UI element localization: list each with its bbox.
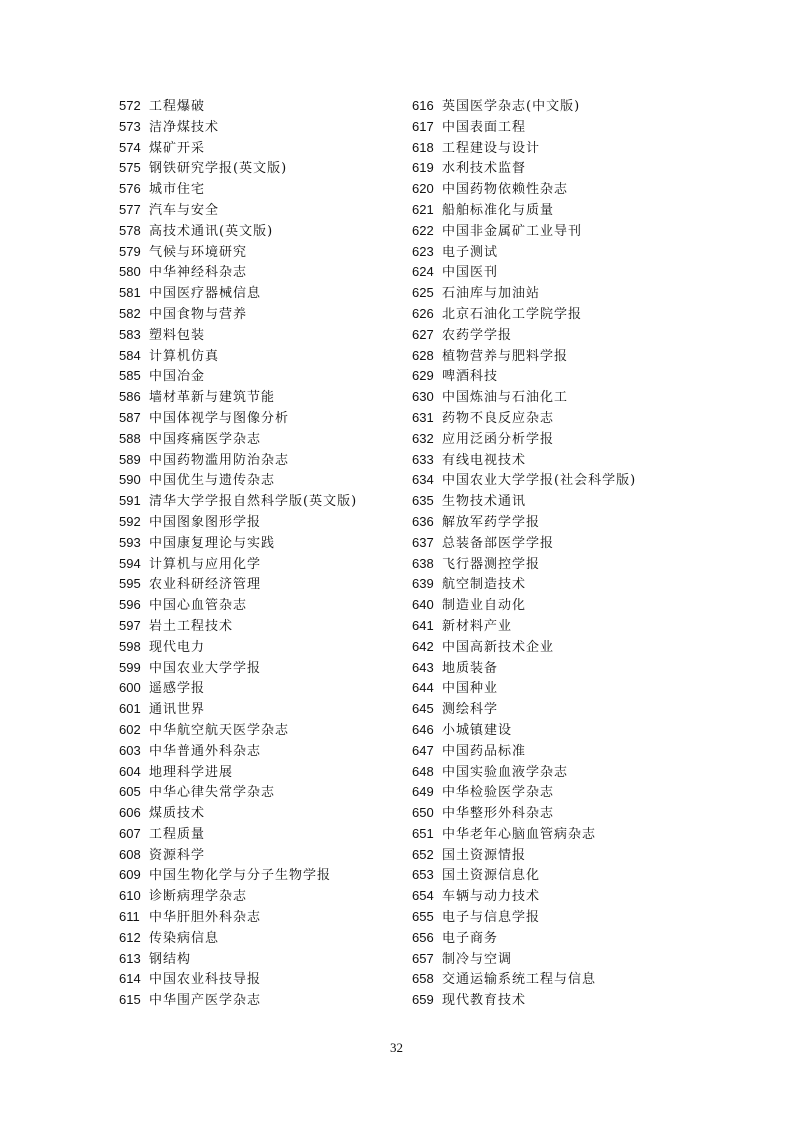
journal-list-right [412,96,636,1011]
journal-entry [119,429,357,450]
journal-entry [119,574,357,595]
journal-entry [119,346,357,367]
entry-title: 总装备部医学学报 [442,535,555,551]
journal-entry [119,554,357,575]
entry-title: 交通运输系统工程与信息 [442,972,597,988]
journal-entry [119,158,357,179]
journal-entry [119,990,357,1011]
journal-entry [119,658,357,679]
entry-title: 城市住宅 [149,182,206,198]
entry-title: 啤酒科技 [442,369,499,385]
journal-entry [412,221,636,242]
entry-title: 中华整形外科杂志 [442,806,555,822]
entry-number: 659 [412,992,434,1008]
journal-entry [412,304,636,325]
entry-title: 新材料产业 [442,618,513,634]
entry-title: 中国图象图形学报 [149,514,262,530]
entry-title: 植物营养与肥料学报 [442,348,569,364]
journal-entry [119,616,357,637]
entry-number: 573 [119,118,141,134]
journal-entry [119,803,357,824]
journal-entry [412,595,636,616]
entry-title: 中国炼油与石油化工 [442,390,569,406]
entry-number: 606 [119,805,141,821]
entry-number: 624 [412,264,434,280]
entry-title: 中国优生与遗传杂志 [149,473,276,489]
journal-entry [119,720,357,741]
entry-number: 618 [412,139,434,155]
journal-entry [412,158,636,179]
entry-number: 601 [119,701,141,717]
entry-number: 628 [412,347,434,363]
journal-entry [412,886,636,907]
entry-title: 传染病信息 [149,930,220,946]
entry-title: 工程质量 [149,826,206,842]
entry-number: 615 [119,992,141,1008]
journal-entry [412,200,636,221]
entry-number: 629 [412,368,434,384]
entry-number: 630 [412,389,434,405]
journal-entry [412,741,636,762]
journal-entry [412,720,636,741]
entry-number: 597 [119,617,141,633]
entry-number: 637 [412,534,434,550]
entry-number: 620 [412,181,434,197]
entry-title: 煤质技术 [149,806,206,822]
entry-title: 中国农业大学学报 [149,660,262,676]
journal-entry [412,512,636,533]
entry-number: 627 [412,326,434,342]
entry-title: 钢铁研究学报(英文版) [149,161,288,177]
journal-entry [119,533,357,554]
entry-number: 617 [412,118,434,134]
entry-number: 633 [412,451,434,467]
journal-entry [412,928,636,949]
entry-title: 中国药品标准 [442,743,527,759]
journal-entry [412,179,636,200]
entry-number: 610 [119,888,141,904]
entry-title: 制冷与空调 [442,951,513,967]
journal-entry [412,366,636,387]
entry-number: 594 [119,555,141,571]
journal-entry [412,325,636,346]
entry-title: 解放军药学学报 [442,514,541,530]
entry-number: 612 [119,929,141,945]
entry-number: 580 [119,264,141,280]
entry-number: 611 [119,909,140,925]
entry-number: 614 [119,971,141,987]
entry-number: 587 [119,409,141,425]
entry-number: 626 [412,305,434,321]
entry-number: 596 [119,597,141,613]
journal-entry [412,96,636,117]
entry-number: 634 [412,472,434,488]
entry-title: 小城镇建设 [442,722,513,738]
entry-title: 现代电力 [149,639,206,655]
entry-number: 590 [119,472,141,488]
entry-number: 656 [412,929,434,945]
entry-title: 中华围产医学杂志 [149,993,262,1009]
entry-title: 水利技术监督 [442,161,527,177]
journal-entry [119,408,357,429]
entry-title: 药物不良反应杂志 [442,410,555,426]
journal-entry [119,470,357,491]
journal-entry [412,242,636,263]
entry-number: 652 [412,846,434,862]
journal-entry [412,699,636,720]
journal-entry [119,387,357,408]
journal-entry [119,969,357,990]
entry-title: 钢结构 [149,951,192,967]
entry-number: 579 [119,243,141,259]
entry-title: 制造业自动化 [442,598,527,614]
entry-number: 599 [119,659,141,675]
entry-title: 计算机仿真 [149,348,220,364]
journal-entry [119,117,357,138]
entry-number: 591 [119,493,141,509]
journal-entry [412,533,636,554]
journal-entry [412,408,636,429]
journal-entry [119,699,357,720]
entry-number: 584 [119,347,141,363]
journal-entry [119,886,357,907]
entry-number: 639 [412,576,434,592]
entry-title: 中华航空航天医学杂志 [149,722,290,738]
entry-number: 581 [119,285,141,301]
journal-entry [412,554,636,575]
entry-number: 609 [119,867,141,883]
entry-number: 589 [119,451,141,467]
entry-title: 洁净煤技术 [149,119,220,135]
entry-title: 中国体视学与图像分析 [149,410,290,426]
journal-entry [119,242,357,263]
entry-number: 622 [412,222,434,238]
entry-title: 中国药物依赖性杂志 [442,182,569,198]
journal-entry [412,803,636,824]
entry-title: 中国农业科技导报 [149,972,262,988]
entry-title: 气候与环境研究 [149,244,248,260]
entry-number: 648 [412,763,434,779]
entry-title: 测绘科学 [442,702,499,718]
entry-number: 631 [412,409,434,425]
entry-number: 604 [119,763,141,779]
entry-title: 中国冶金 [149,369,206,385]
entry-number: 649 [412,784,434,800]
journal-entry [119,741,357,762]
journal-entry [119,138,357,159]
journal-entry [412,782,636,803]
entry-number: 582 [119,305,141,321]
journal-entry [412,470,636,491]
journal-entry [119,304,357,325]
journal-entry [412,616,636,637]
entry-number: 655 [412,909,434,925]
entry-title: 中华老年心脑血管病杂志 [442,826,597,842]
journal-entry [119,491,357,512]
entry-title: 中国疼痛医学杂志 [149,431,262,447]
journal-entry [119,366,357,387]
entry-title: 中国高新技术企业 [442,639,555,655]
journal-entry [119,512,357,533]
journal-entry [412,574,636,595]
entry-title: 遥感学报 [149,681,206,697]
entry-number: 600 [119,680,141,696]
entry-title: 汽车与安全 [149,202,220,218]
entry-number: 654 [412,888,434,904]
entry-number: 625 [412,285,434,301]
journal-entry [119,96,357,117]
entry-number: 647 [412,742,434,758]
entry-title: 中华普通外科杂志 [149,743,262,759]
entry-number: 621 [412,201,434,217]
journal-entry [119,678,357,699]
journal-entry [119,450,357,471]
journal-entry [412,262,636,283]
journal-entry [119,865,357,886]
entry-number: 607 [119,825,141,841]
entry-title: 中国医疗器械信息 [149,286,262,302]
journal-entry [119,907,357,928]
entry-title: 墙材革新与建筑节能 [149,390,276,406]
entry-number: 608 [119,846,141,862]
entry-number: 602 [119,721,141,737]
entry-title: 中华肝胆外科杂志 [149,910,262,926]
journal-entry [412,658,636,679]
entry-title: 中国农业大学学报(社会科学版) [442,473,637,489]
journal-entry [412,637,636,658]
entry-number: 640 [412,597,434,613]
journal-entry [119,637,357,658]
entry-title: 电子测试 [442,244,499,260]
entry-number: 572 [119,98,141,113]
journal-entry [119,325,357,346]
journal-entry [119,928,357,949]
entry-number: 585 [119,368,141,384]
entry-number: 657 [412,950,434,966]
entry-title: 英国医学杂志(中文版) [442,99,581,114]
journal-entry [412,865,636,886]
entry-number: 598 [119,638,141,654]
entry-title: 车辆与动力技术 [442,889,541,905]
entry-title: 地理科学进展 [149,764,234,780]
entry-number: 644 [412,680,434,696]
journal-entry [412,907,636,928]
entry-title: 中华神经科杂志 [149,265,248,281]
journal-entry [412,429,636,450]
journal-entry [119,262,357,283]
entry-number: 578 [119,222,141,238]
entry-number: 613 [119,950,141,966]
entry-title: 中国食物与营养 [149,306,248,322]
journal-list-left [119,96,357,1011]
entry-number: 653 [412,867,434,883]
entry-title: 中国表面工程 [442,119,527,135]
journal-entry [119,782,357,803]
entry-number: 576 [119,181,141,197]
journal-entry [119,949,357,970]
entry-number: 605 [119,784,141,800]
entry-title: 中华心律失常学杂志 [149,785,276,801]
journal-entry [119,595,357,616]
entry-title: 计算机与应用化学 [149,556,262,572]
entry-title: 清华大学学报自然科学版(英文版) [149,494,358,510]
journal-entry [119,762,357,783]
entry-title: 中国康复理论与实践 [149,535,276,551]
entry-number: 588 [119,430,141,446]
entry-title: 国土资源信息化 [442,868,541,884]
entry-title: 应用泛函分析学报 [442,431,555,447]
entry-number: 651 [412,825,434,841]
entry-number: 632 [412,430,434,446]
entry-title: 诊断病理学杂志 [149,889,248,905]
entry-title: 中国心血管杂志 [149,598,248,614]
entry-title: 石油库与加油站 [442,286,541,302]
journal-entry [412,824,636,845]
journal-entry [412,283,636,304]
entry-title: 农药学学报 [442,327,513,343]
entry-number: 575 [119,160,141,176]
entry-title: 农业科研经济管理 [149,577,262,593]
entry-title: 现代教育技术 [442,993,527,1009]
entry-number: 592 [119,513,141,529]
entry-number: 636 [412,513,434,529]
entry-number: 593 [119,534,141,550]
entry-number: 623 [412,243,434,259]
entry-title: 航空制造技术 [442,577,527,593]
entry-number: 574 [119,139,141,155]
entry-title: 生物技术通讯 [442,494,527,510]
entry-title: 中华检验医学杂志 [442,785,555,801]
journal-entry [412,346,636,367]
entry-number: 641 [412,617,434,633]
journal-entry [412,678,636,699]
entry-title: 中国实验血液学杂志 [442,764,569,780]
entry-number: 635 [412,493,434,509]
entry-number: 603 [119,742,141,758]
entry-title: 船舶标准化与质量 [442,202,555,218]
entry-number: 616 [412,98,434,113]
entry-title: 通讯世界 [149,702,206,718]
entry-title: 塑料包装 [149,327,206,343]
entry-title: 地质装备 [442,660,499,676]
entry-number: 577 [119,201,141,217]
entry-title: 电子与信息学报 [442,910,541,926]
journal-entry [119,283,357,304]
entry-number: 646 [412,721,434,737]
entry-title: 飞行器测控学报 [442,556,541,572]
journal-entry [119,200,357,221]
journal-entry [412,491,636,512]
journal-entry [412,138,636,159]
entry-number: 595 [119,576,141,592]
journal-entry [412,762,636,783]
journal-entry [412,387,636,408]
entry-title: 中国生物化学与分子生物学报 [149,868,332,884]
journal-entry [412,845,636,866]
journal-entry [412,949,636,970]
journal-entry [412,990,636,1011]
entry-number: 583 [119,326,141,342]
journal-entry [119,179,357,200]
entry-number: 645 [412,701,434,717]
entry-number: 638 [412,555,434,571]
entry-number: 619 [412,160,434,176]
entry-number: 642 [412,638,434,654]
entry-title: 电子商务 [442,930,499,946]
entry-title: 煤矿开采 [149,140,206,156]
journal-entry [412,969,636,990]
journal-entry [412,117,636,138]
journal-entry [119,221,357,242]
journal-entry [412,450,636,471]
entry-title: 资源科学 [149,847,206,863]
page-number: 32 [390,1040,403,1055]
entry-number: 650 [412,805,434,821]
entry-title: 北京石油化工学院学报 [442,306,583,322]
entry-title: 中国医刊 [442,265,499,281]
entry-title: 工程爆破 [149,99,206,114]
journal-entry [119,824,357,845]
entry-title: 国土资源情报 [442,847,527,863]
entry-title: 中国非金属矿工业导刊 [442,223,583,239]
entry-number: 586 [119,389,141,405]
entry-title: 岩土工程技术 [149,618,234,634]
entry-title: 高技术通讯(英文版) [149,223,274,239]
entry-title: 中国种业 [442,681,499,697]
journal-entry [119,845,357,866]
entry-title: 工程建设与设计 [442,140,541,156]
entry-number: 643 [412,659,434,675]
entry-title: 中国药物滥用防治杂志 [149,452,290,468]
entry-number: 658 [412,971,434,987]
entry-title: 有线电视技术 [442,452,527,468]
